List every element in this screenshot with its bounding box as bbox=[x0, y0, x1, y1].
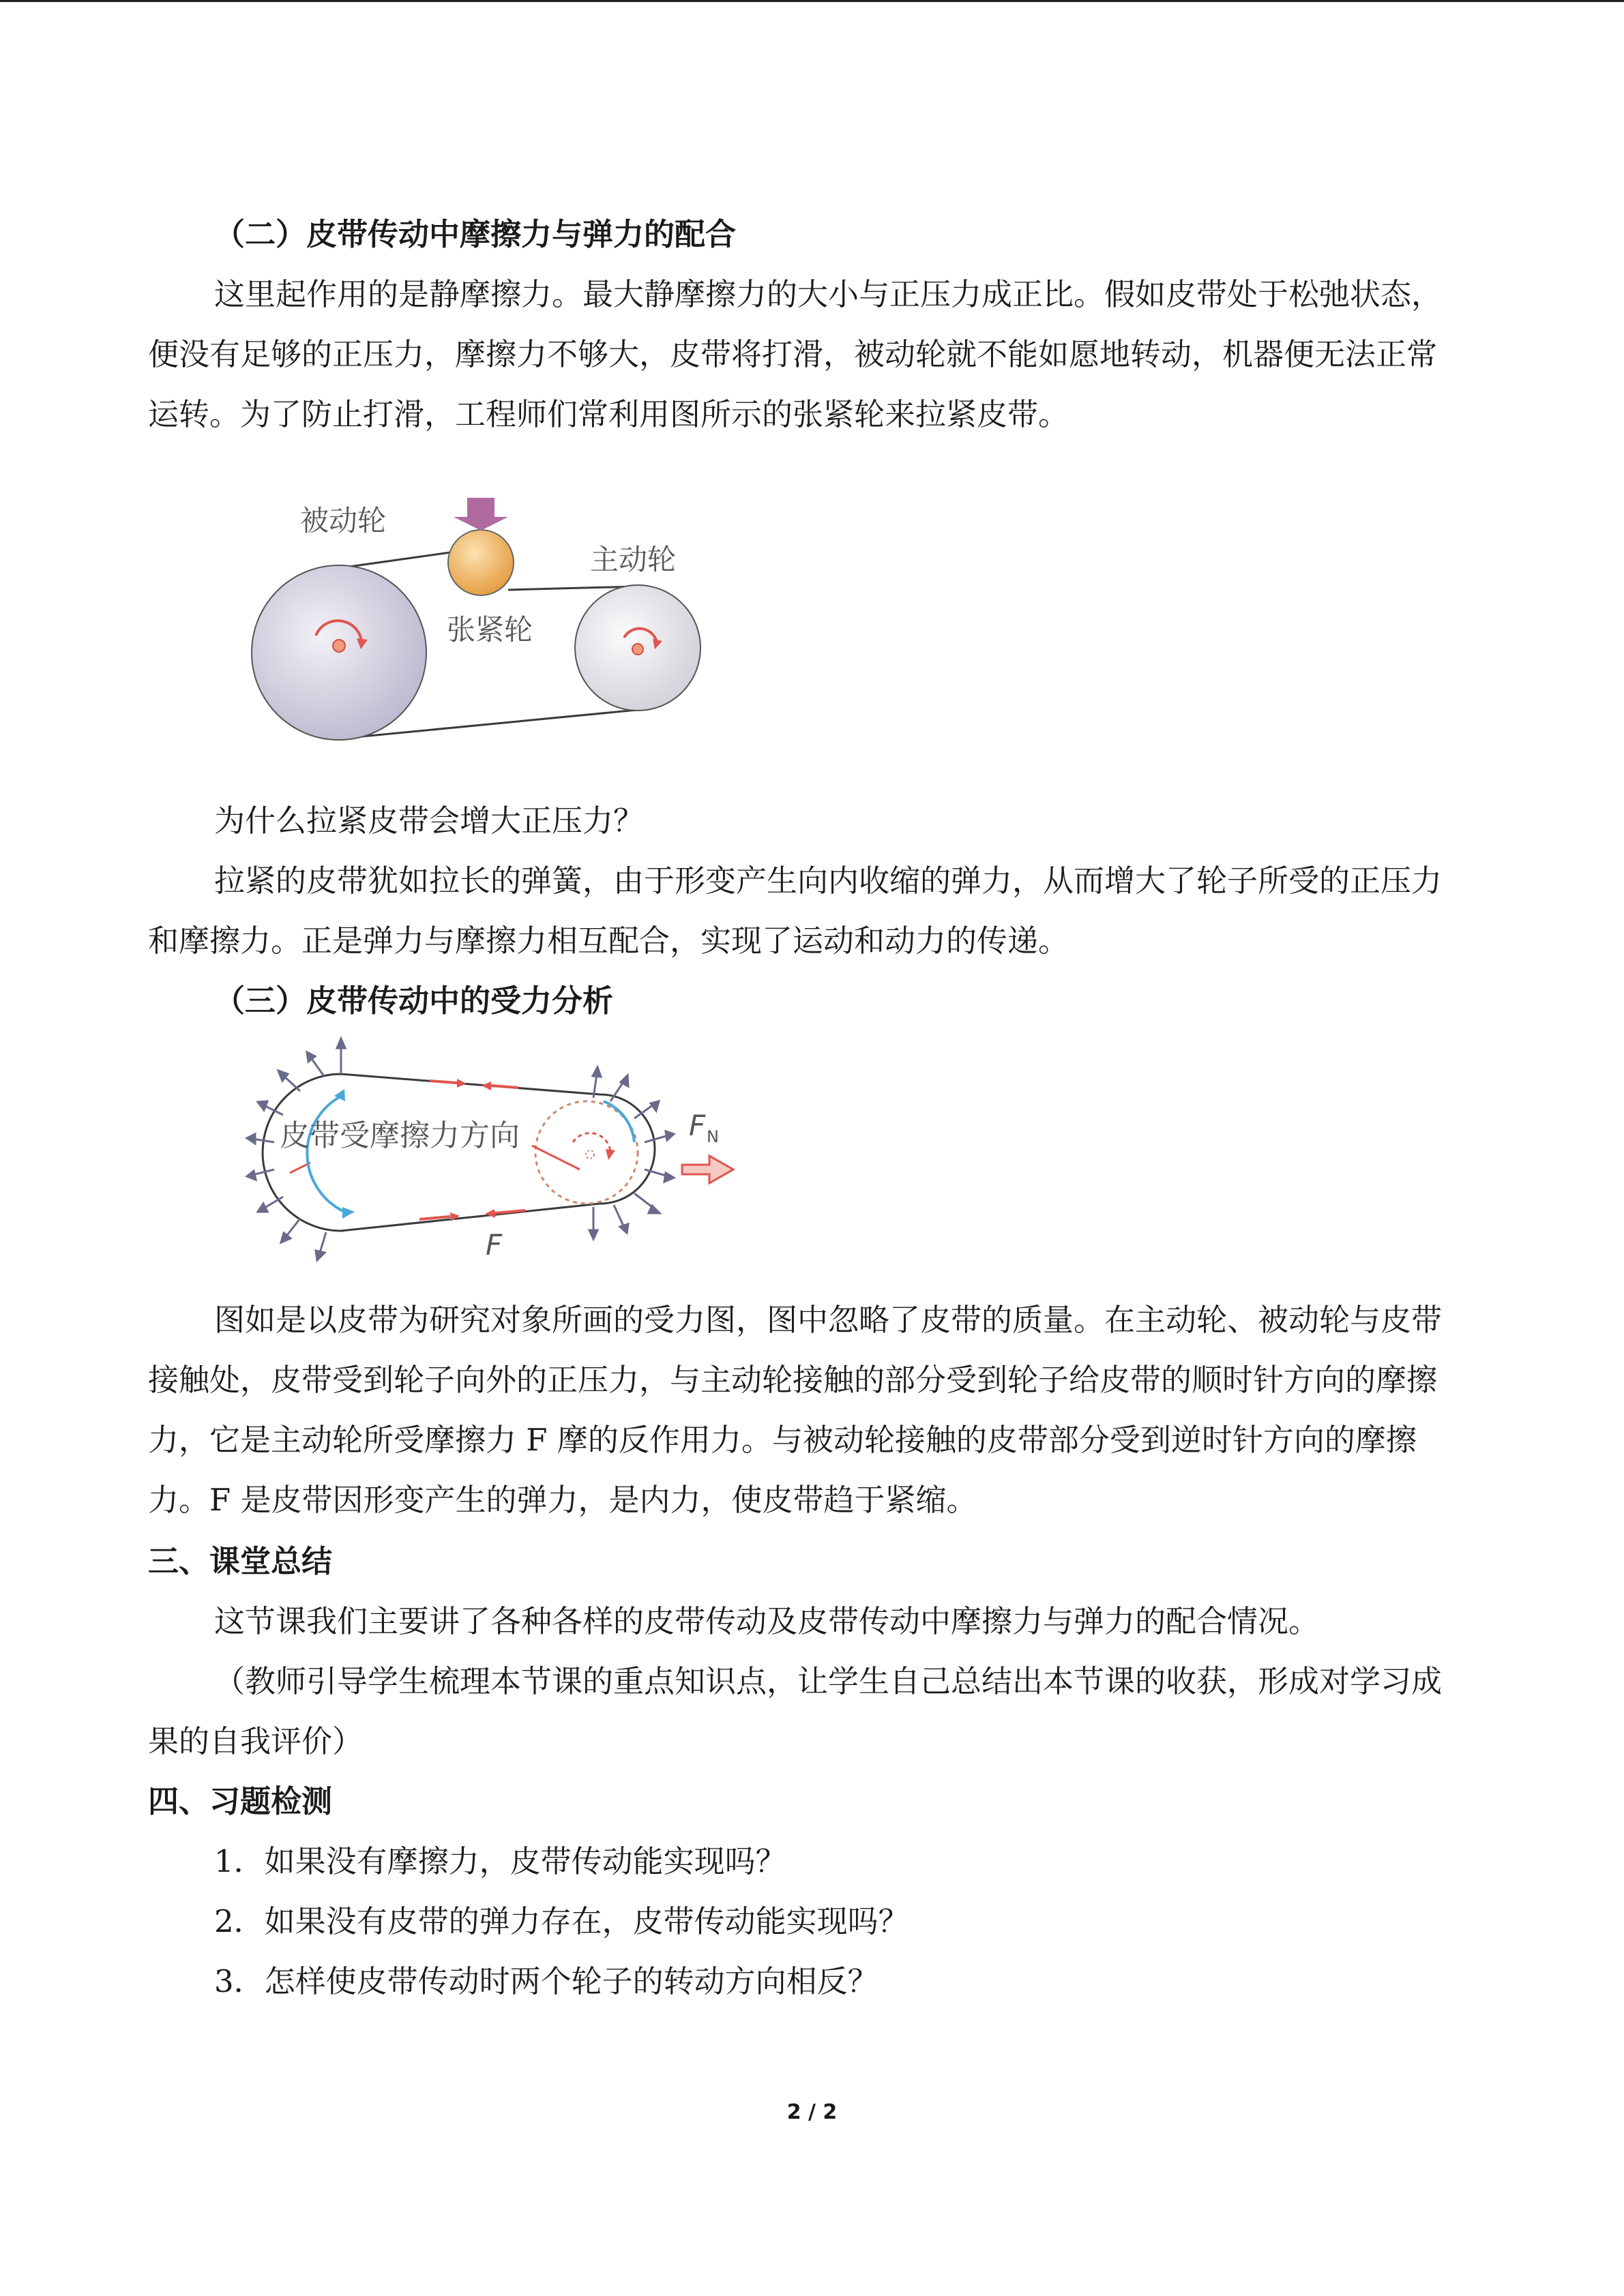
belt-force-top-1-head bbox=[457, 1079, 467, 1088]
label-fn: F bbox=[689, 1109, 706, 1142]
driven-wheel-axle bbox=[333, 640, 345, 652]
label-friction-direction: 皮带受摩擦力方向 bbox=[280, 1118, 520, 1153]
driving-rotation-arrow-head bbox=[606, 1149, 615, 1160]
summary-paragraph-1: 这节课我们主要讲了各种各样的皮带传动及皮带传动中摩擦力与弹力的配合情况。 bbox=[214, 1603, 1320, 1639]
tension-wheel bbox=[448, 530, 514, 595]
belt-force-top-2-head bbox=[482, 1082, 491, 1090]
label-tension-wheel: 张紧轮 bbox=[447, 613, 533, 646]
heading-class-summary: 三、课堂总结 bbox=[148, 1543, 333, 1579]
friction-right-arc bbox=[604, 1101, 634, 1142]
label-fn-subscript: N bbox=[707, 1127, 719, 1146]
question-text: 为什么拉紧皮带会增大正压力？ bbox=[214, 803, 645, 839]
belt-upper-left bbox=[344, 552, 451, 567]
section3-title: （三）皮带传动中的受力分析 bbox=[214, 983, 614, 1019]
belt-force-top-1 bbox=[430, 1081, 457, 1083]
label-driven-wheel: 被动轮 bbox=[300, 504, 387, 537]
friction-left-arc bbox=[307, 1094, 344, 1212]
press-arrow-head bbox=[454, 517, 508, 531]
driving-wheel-center bbox=[586, 1150, 594, 1159]
label-driving-wheel: 主动轮 bbox=[590, 543, 677, 576]
label-f: F bbox=[486, 1228, 503, 1262]
driving-rotation-arrow bbox=[573, 1133, 610, 1152]
page-number: 2 / 2 bbox=[786, 2100, 838, 2124]
top-border-line bbox=[0, 0, 1624, 2]
belt-force-bottom-1-head bbox=[450, 1212, 460, 1221]
heading-exercises: 四、习题检测 bbox=[148, 1783, 333, 1819]
belt-force-top-2 bbox=[491, 1086, 518, 1088]
paragraph-static-friction: 这里起作用的是静摩擦力。最大静摩擦力的大小与正压力成正比。假如皮带处于松弛状态，便没有足够的正压力，摩擦力不够大，皮带将打滑，被动轮就不能如愿地转动，机器便无法正常运转。为了防止打滑，工程师们常利用图所示的张紧轮来拉紧皮带。 bbox=[148, 276, 1443, 432]
paragraph-force-analysis: 图如是以皮带为研究对象所画的受力图，图中忽略了皮带的质量。在主动轮、被动轮与皮带接触处，皮带受到轮子向外的正压力，与主动轮接触的部分受到轮子给皮带的顺时针方向的摩擦力，它是主动轮所受摩擦力 F 摩的反作用力。与被动轮接触的皮带部分受到逆时针方向的摩擦力。F 是皮带因形变产生的弹力，是内力，使皮带趋于紧缩。 bbox=[148, 1302, 1443, 1518]
radius-line bbox=[532, 1146, 580, 1169]
driving-wheel-axle bbox=[632, 644, 643, 655]
exercise-item: 3．怎样使皮带传动时两个轮子的转动方向相反？ bbox=[214, 1963, 879, 1999]
fn-hollow-arrow bbox=[682, 1156, 733, 1183]
section2-title: （二）皮带传动中摩擦力与弹力的配合 bbox=[214, 216, 737, 252]
friction-left-arrow-head bbox=[342, 1207, 355, 1219]
summary-paragraph-2: （教师引导学生梳理本节课的重点知识点，让学生自己总结出本节课的收获，形成对学习成果的自我评价） bbox=[148, 1663, 1443, 1759]
paragraph-elastic-force: 拉紧的皮带犹如拉长的弹簧，由于形变产生向内收缩的弹力，从而增大了轮子所受的正压力和摩擦力。正是弹力与摩擦力相互配合，实现了运动和动力的传递。 bbox=[148, 863, 1443, 959]
exercise-item: 2．如果没有皮带的弹力存在，皮带传动能实现吗？ bbox=[214, 1903, 909, 1939]
force-analysis-figure bbox=[225, 1033, 757, 1279]
press-arrow-shaft bbox=[467, 498, 494, 517]
tension-wheel-figure bbox=[242, 491, 733, 750]
exercise-item: 1．如果没有摩擦力，皮带传动能实现吗？ bbox=[214, 1843, 786, 1879]
